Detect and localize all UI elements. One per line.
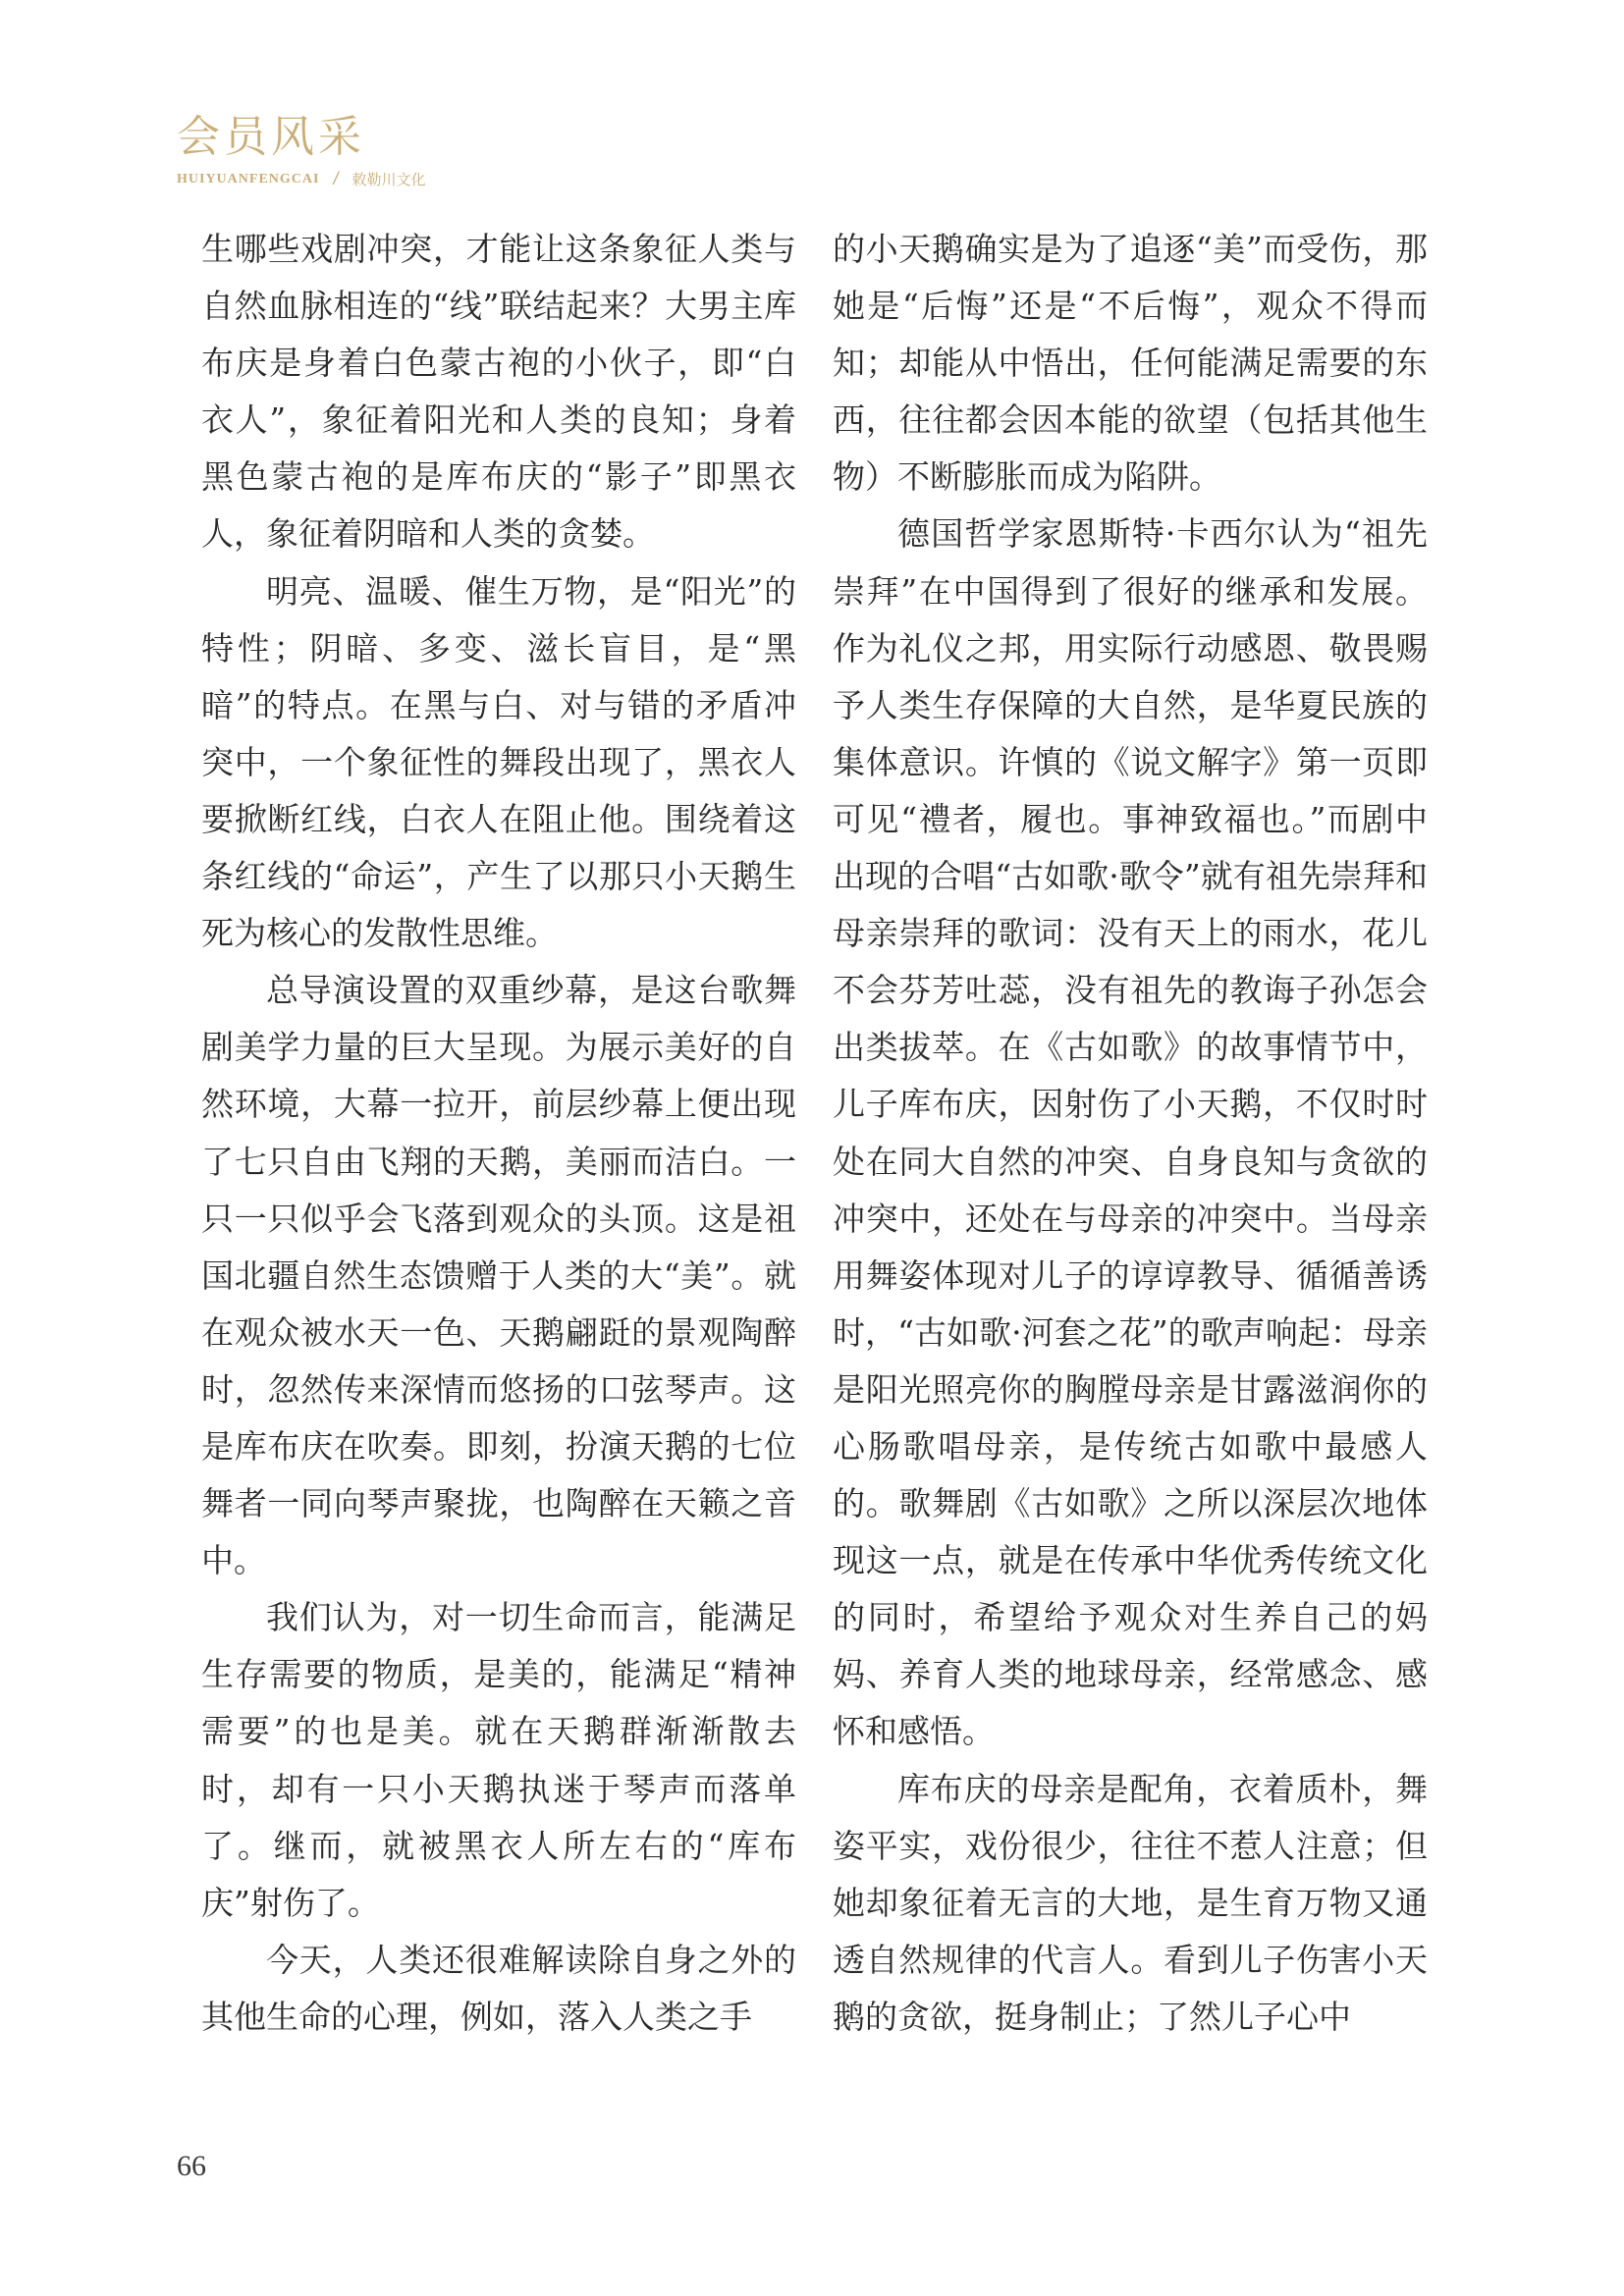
paragraph: 明亮、温暖、催生万物，是“阳光”的特性；阴暗、多变、滋长盲目，是“黑暗”的特点。在黑与白、对与错的矛盾冲突中，一个象征性的舞段出现了，黑衣人要掀断红线，白衣人在阻止他。围绕着这条红线的“命运”，产生了以那只小天鹅生死为核心的发散性思维。: [201, 571, 796, 953]
paragraph: 今天，人类还很难解读除自身之外的其他生命的心理，例如，落入人类之手: [201, 1940, 796, 2036]
left-column: [201, 221, 796, 2046]
paragraph: 库布庆的母亲是配角，衣着质朴，舞姿平实，戏份很少，往往不惹人注意；但她却象征着无言的大地，是生育万物又通透自然规律的代言人。看到儿子伤害小天鹅的贪欲，挺身制止；了然儿子心中: [833, 1769, 1428, 2036]
paragraph: 总导演设置的双重纱幕，是这台歌舞剧美学力量的巨大呈现。为展示美好的自然环境，大幕一拉开，前层纱幕上便出现了七只自由飞翔的天鹅，美丽而洁白。一只一只似乎会飞落到观众的头顶。这是祖国北疆自然生态馈赠于人类的大“美”。就在观众被水天一色、天鹅翩跹的景观陶醉时，忽然传来深情而悠扬的口弦琴声。这是库布庆在吹奏。即刻，扮演天鹅的七位舞者一同向琴声聚拢，也陶醉在天籁之音中。: [201, 971, 796, 1580]
paragraph: 生哪些戏剧冲突，才能让这条象征人类与自然血脉相连的“线”联结起来？大男主库布庆是身着白色蒙古袍的小伙子，即“白衣人”，象征着阳光和人类的良知；身着黑色蒙古袍的是库布庆的“影子”即黑衣人，象征着阴暗和人类的贪婪。: [201, 230, 796, 554]
paragraph: 德国哲学家恩斯特·卡西尔认为“祖先崇拜”在中国得到了很好的继承和发展。作为礼仪之邦，用实际行动感恩、敬畏赐予人类生存保障的大自然，是华夏民族的集体意识。许慎的《说文解字》第一页即可见“禮者，履也。事神致福也。”而剧中出现的合唱“古如歌·歌令”就有祖先崇拜和母亲崇拜的歌词：没有天上的雨水，花儿不会芬芳吐蕊，没有祖先的教诲子孙怎会出类拔萃。在《古如歌》的故事情节中，儿子库布庆，因射伤了小天鹅，不仅时时处在同大自然的冲突、自身良知与贪欲的冲突中，还处在与母亲的冲突中。当母亲用舞姿体现对儿子的谆谆教导、循循善诱时，“古如歌·河套之花”的歌声响起：母亲是阳光照亮你的胸膛母亲是甘露滋润你的心肠歌唱母亲，是传统古如歌中最感人的。歌舞剧《古如歌》之所以深层次地体现这一点，就是在传承中华优秀传统文化的同时，希望给予观众对生养自己的妈妈、养育人类的地球母亲，经常感念、感怀和感悟。: [833, 514, 1428, 1751]
section-header: [177, 112, 426, 189]
paragraph: 我们认为，对一切生命而言，能满足生存需要的物质，是美的，能满足“精神需要”的也是美。就在天鹅群渐渐散去时，却有一只小天鹅执迷于琴声而落单了。继而，就被黑衣人所左右的“库布庆”射伤了。: [201, 1598, 796, 1922]
section-tag: 敕勒川文化: [352, 171, 426, 188]
slash-divider: /: [333, 169, 339, 188]
right-column: [833, 221, 1428, 2046]
section-pinyin: HUIYUANFENGCAI: [177, 171, 320, 187]
section-subtitle-row: [177, 169, 425, 189]
section-title: 会员风采: [177, 112, 365, 162]
page-number: 66: [177, 2150, 206, 2182]
paragraph: 的小天鹅确实是为了追逐“美”而受伤，那她是“后悔”还是“不后悔”，观众不得而知；却能从中悟出，任何能满足需要的东西，往往都会因本能的欲望（包括其他生物）不断膨胀而成为陷阱。: [833, 230, 1428, 497]
